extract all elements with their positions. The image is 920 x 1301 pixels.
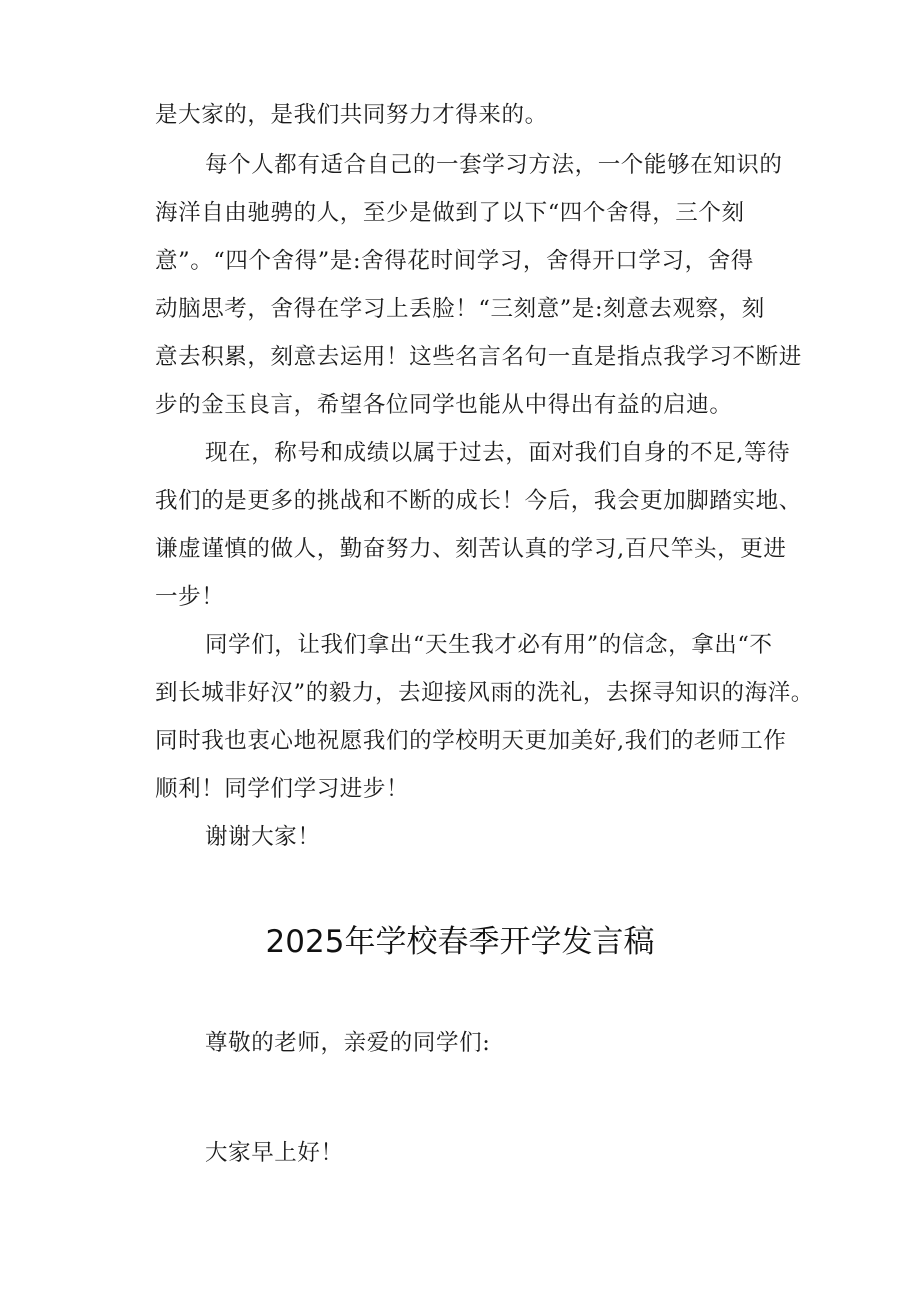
paragraph-line: 每个人都有适合自己的一套学习方法，一个能够在知识的 — [205, 152, 783, 178]
paragraph-line: 一步！ — [155, 584, 225, 610]
opening-line: 大家早上好！ — [205, 1140, 344, 1166]
paragraph-line: 我们的是更多的挑战和不断的成长！今后，我会更加脚踏实地、 — [155, 488, 802, 514]
paragraph-line: 谢谢大家！ — [205, 824, 321, 850]
paragraph-line: 顺利！同学们学习进步！ — [155, 776, 410, 802]
document-title: 2025年学校春季开学发言稿 — [265, 924, 655, 960]
greeting-line: 尊敬的老师，亲爱的同学们: — [205, 1030, 491, 1056]
paragraph-line: 意”。“四个舍得”是:舍得花时间学习，舍得开口学习，舍得 — [155, 248, 754, 274]
paragraph-line: 动脑思考，舍得在学习上丢脸！“三刻意”是:刻意去观察，刻 — [155, 296, 765, 322]
paragraph-line: 同时我也衷心地祝愿我们的学校明天更加美好,我们的老师工作 — [155, 728, 787, 754]
paragraph-line: 同学们，让我们拿出“天生我才必有用”的信念，拿出“不 — [205, 632, 773, 658]
paragraph-line: 意去积累，刻意去运用！这些名言名句一直是指点我学习不断进 — [155, 344, 802, 370]
paragraph-line: 是大家的，是我们共同努力才得来的。 — [155, 102, 548, 128]
paragraph-line: 到长城非好汉”的毅力，去迎接风雨的洗礼，去探寻知识的海洋。 — [155, 680, 814, 706]
paragraph-line: 现在，称号和成绩以属于过去，面对我们自身的不足,等待 — [205, 440, 791, 466]
paragraph-line: 海洋自由驰骋的人，至少是做到了以下“四个舍得，三个刻 — [155, 200, 745, 226]
paragraph-line: 步的金玉良言，希望各位同学也能从中得出有益的启迪。 — [155, 392, 733, 418]
paragraph-line: 谦虚谨慎的做人，勤奋努力、刻苦认真的学习,百尺竿头，更进 — [155, 536, 787, 562]
